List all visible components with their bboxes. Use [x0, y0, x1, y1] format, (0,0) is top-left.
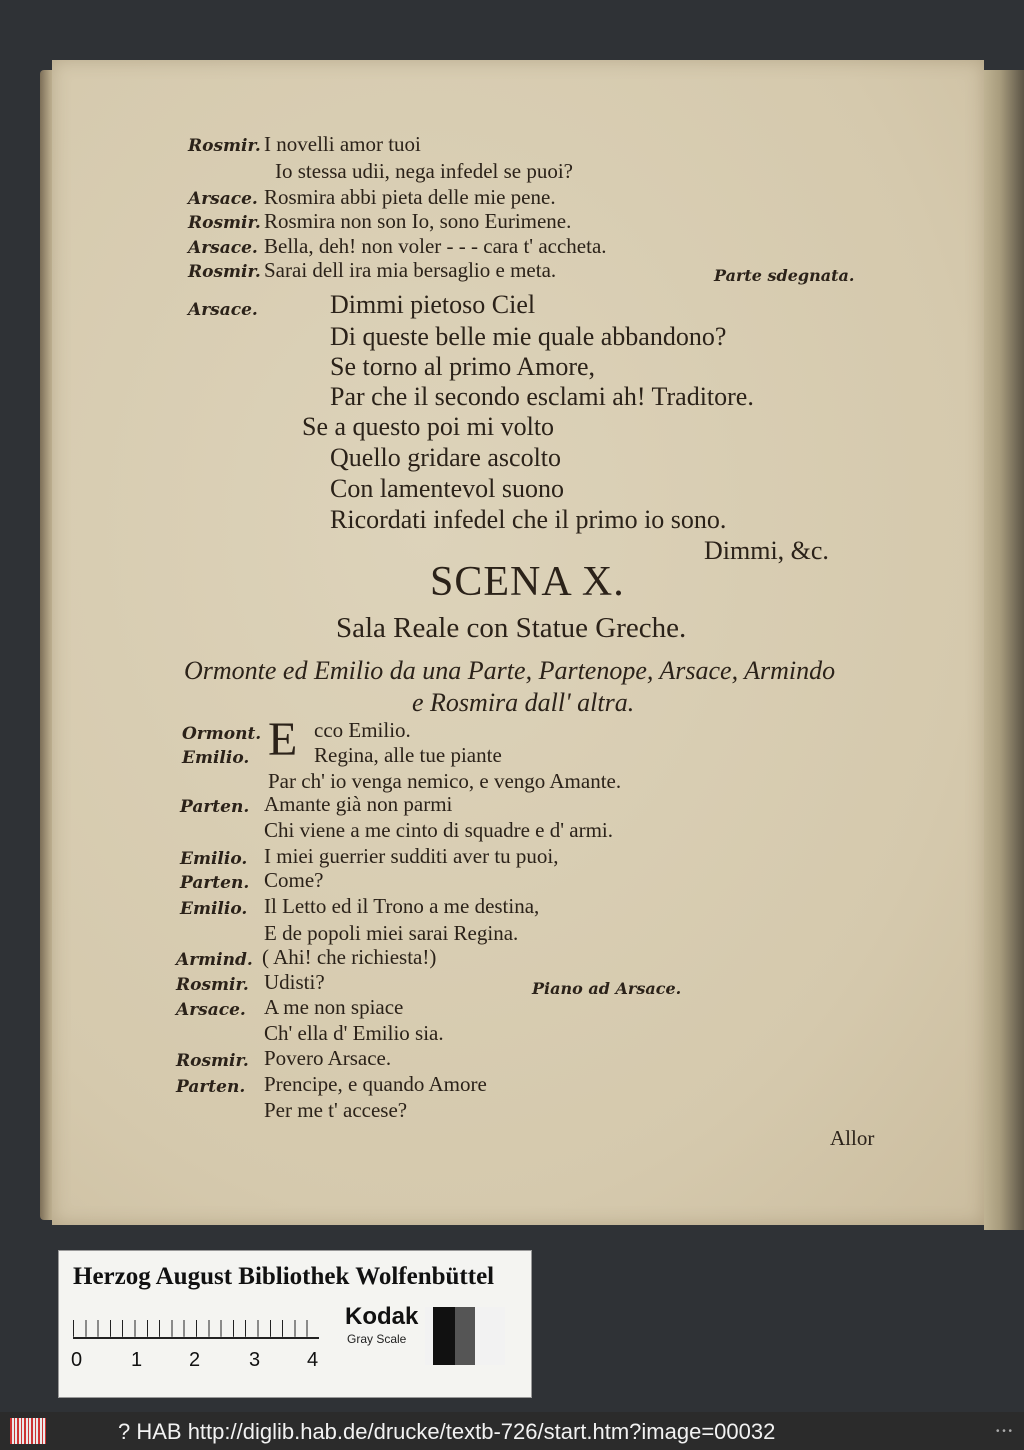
- aria-line: Di queste belle mie quale abbandono?: [330, 322, 727, 351]
- ruler-number: 2: [189, 1349, 201, 1371]
- ruler-number: 3: [249, 1349, 261, 1371]
- speech-line: Io stessa udii, nega infedel se puoi?: [275, 159, 573, 183]
- speech-line: Come?: [264, 868, 324, 892]
- stage-direction: Parte sdegnata.: [714, 266, 855, 285]
- scene-cast: Ormonte ed Emilio da una Parte, Partenope, Arsace, Armindo: [184, 656, 836, 685]
- speaker-label: Emilio.: [180, 899, 248, 919]
- scene-title: SCENA X.: [430, 559, 625, 605]
- speech-line: Sarai dell ira mia bersaglio e meta.: [264, 258, 557, 282]
- measurement-ruler: [73, 1309, 319, 1339]
- gray-patch: [433, 1307, 455, 1365]
- speech-line: I miei guerrier sudditi aver tu puoi,: [264, 844, 559, 868]
- aria-line: Se a questo poi mi volto: [302, 412, 555, 441]
- aria-line: Con lamentevol suono: [330, 474, 564, 503]
- speaker-label: Emilio.: [180, 849, 248, 869]
- speaker-label: Armind.: [176, 950, 253, 970]
- speech-line: A me non spiace: [264, 995, 404, 1019]
- speaker-label: Parten.: [176, 1077, 246, 1097]
- speech-line: cco Emilio.: [314, 718, 411, 742]
- viewer-footer-bar: [0, 1412, 1024, 1450]
- barcode-icon: [10, 1418, 46, 1444]
- aria-line: Se torno al primo Amore,: [330, 352, 596, 381]
- kodak-brand: Kodak: [345, 1303, 419, 1330]
- gray-scale-label: Gray Scale: [347, 1332, 407, 1346]
- gray-patch: [475, 1307, 505, 1365]
- speaker-label: Arsace.: [176, 1000, 246, 1020]
- speaker-label: Rosmir.: [188, 262, 261, 282]
- library-name: Herzog August Bibliothek Wolfenbüttel: [73, 1263, 495, 1290]
- more-icon: • • •: [995, 1426, 1012, 1437]
- speech-line: Chi viene a me cinto di squadre e d' armi.: [264, 818, 614, 842]
- gray-patch: [425, 1307, 433, 1365]
- facing-page-edge: [984, 70, 1024, 1230]
- speaker-label: Parten.: [180, 873, 250, 893]
- speaker-label: Rosmir.: [188, 213, 261, 233]
- speech-line: Rosmira non son Io, sono Eurimene.: [264, 209, 572, 233]
- speech-line: Prencipe, e quando Amore: [264, 1072, 487, 1096]
- speech-line: Rosmira abbi pieta delle mie pene.: [264, 185, 556, 209]
- drop-cap: E: [268, 713, 298, 766]
- speech-line: Il Letto ed il Trono a me destina,: [264, 894, 540, 918]
- aria-line: Quello gridare ascolto: [330, 443, 562, 472]
- speech-line: ( Ahi! che richiesta!): [262, 945, 437, 969]
- speaker-label: Rosmir.: [176, 975, 249, 995]
- speech-line: Povero Arsace.: [264, 1046, 392, 1070]
- speaker-label: Arsace.: [188, 189, 258, 209]
- catchword: Allor: [830, 1126, 875, 1150]
- aria-line: Ricordati infedel che il primo io sono.: [330, 505, 727, 534]
- speaker-label: Arsace.: [188, 238, 258, 258]
- scene-cast: e Rosmira dall' altra.: [412, 688, 635, 717]
- speech-line: Par ch' io venga nemico, e vengo Amante.: [268, 769, 622, 793]
- speech-line: Regina, alle tue piante: [314, 743, 502, 767]
- ruler-number: 1: [131, 1349, 143, 1371]
- speech-line: E de popoli miei sarai Regina.: [264, 921, 519, 945]
- speech-line: Amante già non parmi: [264, 792, 453, 816]
- speaker-label: Rosmir.: [188, 136, 261, 156]
- speaker-label: Rosmir.: [176, 1051, 249, 1071]
- speaker-label: Ormont.: [182, 724, 262, 744]
- ruler-number: 4: [307, 1349, 319, 1371]
- speech-line: Udisti?: [264, 970, 325, 994]
- stage-direction: Piano ad Arsace.: [532, 979, 682, 998]
- speech-line: Ch' ella d' Emilio sia.: [264, 1021, 444, 1045]
- speaker-label: Emilio.: [182, 748, 250, 768]
- gray-patch: [455, 1307, 475, 1365]
- aria-line: Par che il secondo esclami ah! Traditore.: [330, 382, 754, 411]
- speech-line: Bella, deh! non voler - - - cara t' accheta.: [264, 234, 607, 258]
- source-url[interactable]: ? HAB http://diglib.hab.de/drucke/textb-726/start.htm?image=00032: [118, 1419, 776, 1444]
- ruler-number: 0: [71, 1349, 83, 1371]
- library-label-card: [58, 1250, 532, 1398]
- speaker-label: Parten.: [180, 797, 250, 817]
- scene-setting: Sala Reale con Statue Greche.: [336, 612, 687, 644]
- speech-line: Per me t' accese?: [264, 1098, 408, 1122]
- aria-repeat: Dimmi, &c.: [704, 536, 829, 565]
- speaker-label: Arsace.: [188, 300, 258, 320]
- aria-line: Dimmi pietoso Ciel: [330, 290, 536, 319]
- speech-line: I novelli amor tuoi: [264, 132, 421, 156]
